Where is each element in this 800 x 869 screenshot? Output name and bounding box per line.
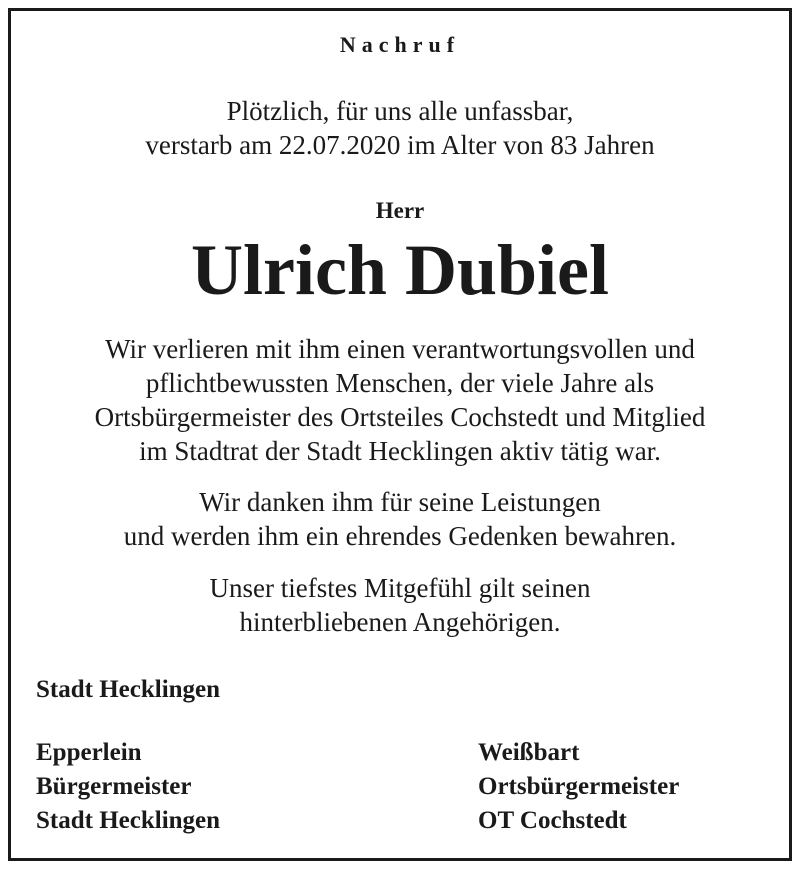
signatory-left-place: Stadt Hecklingen bbox=[36, 807, 221, 834]
paragraph1-line-2: pflichtbewussten Menschen, der viele Jahre als bbox=[145, 368, 655, 398]
signatory-left-role: Bürgermeister bbox=[36, 773, 192, 800]
intro-line-1: Plötzlich, für uns alle unfassbar, bbox=[226, 96, 574, 126]
paragraph3-line-1: Unser tiefstes Mitgefühl gilt seinen bbox=[209, 573, 591, 603]
organization-name: Stadt Hecklingen bbox=[36, 676, 221, 703]
paragraph1-line-3: Ortsbürgermeister des Ortsteiles Cochstedt und Mitglied bbox=[94, 402, 706, 432]
signatory-right-role: Ortsbürgermeister bbox=[478, 773, 680, 800]
paragraph3-line-2: hinterbliebenen Angehörigen. bbox=[239, 607, 561, 637]
paragraph1-line-1: Wir verlieren mit ihm einen verantwortungsvollen und bbox=[105, 334, 695, 364]
signatory-right-name: Weißbart bbox=[478, 739, 580, 766]
deceased-name: Ulrich Dubiel bbox=[190, 230, 609, 310]
salutation: Herr bbox=[375, 198, 425, 223]
paragraph2-line-1: Wir danken ihm für seine Leistungen bbox=[199, 487, 601, 517]
signatory-left-name: Epperlein bbox=[36, 739, 142, 766]
paragraph1-line-4: im Stadtrat der Stadt Hecklingen aktiv tätig war. bbox=[139, 436, 661, 466]
paragraph2-line-2: und werden ihm ein ehrendes Gedenken bewahren. bbox=[123, 521, 677, 551]
notice-title: Nachruf bbox=[339, 32, 461, 57]
intro-line-2: verstarb am 22.07.2020 im Alter von 83 Jahren bbox=[145, 130, 655, 160]
signatory-right-place: OT Cochstedt bbox=[478, 807, 627, 834]
